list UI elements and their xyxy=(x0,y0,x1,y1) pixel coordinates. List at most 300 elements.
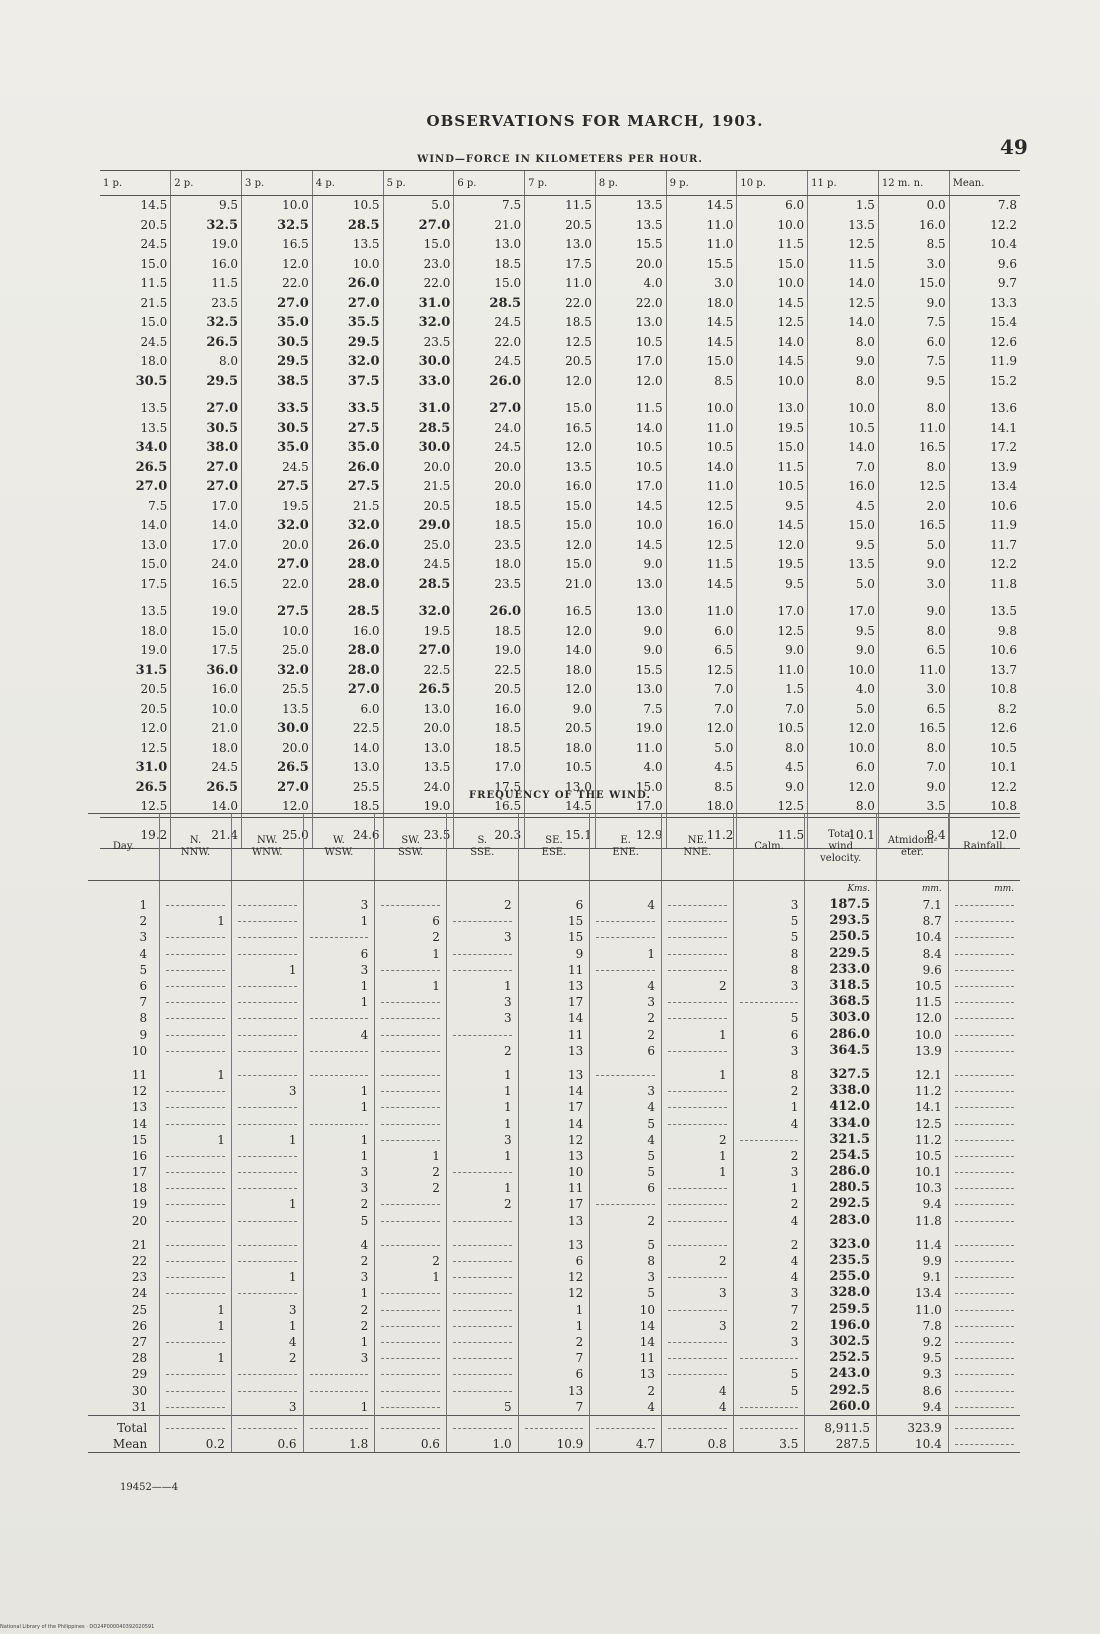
table-cell xyxy=(590,913,662,929)
table-cell: 11.0 xyxy=(666,594,737,622)
table-cell: 303.0 xyxy=(805,1010,877,1026)
column-header: 10 p. xyxy=(737,171,808,196)
table-cell: 187.5 xyxy=(805,897,877,913)
unit-cell: mm. xyxy=(877,881,949,898)
table-cell: 15.0 xyxy=(171,622,242,642)
empty-dash xyxy=(955,1342,1014,1343)
unit-cell xyxy=(88,881,160,898)
table-cell: 17.0 xyxy=(808,594,879,622)
table-cell: 8 xyxy=(590,1253,662,1269)
table-cell: 11.9 xyxy=(949,352,1020,372)
table-row xyxy=(100,700,1020,720)
table-cell: 16.5 xyxy=(525,419,596,439)
day-cell: 6 xyxy=(139,979,148,994)
table-cell: 9.0 xyxy=(878,594,949,622)
empty-dash xyxy=(668,1018,727,1019)
table-cell: 1 xyxy=(160,1302,232,1318)
table-cell: 26.5 xyxy=(135,459,168,475)
table-cell: 1 xyxy=(303,1399,375,1416)
table-cell: 8 xyxy=(733,962,805,978)
table-cell: 18.5 xyxy=(454,739,525,759)
empty-dash xyxy=(453,1358,512,1359)
table-cell: 6.5 xyxy=(666,641,737,661)
table-cell: 30.5 xyxy=(242,333,313,353)
summary-cell xyxy=(160,1415,232,1436)
column-header: Calm. xyxy=(733,814,805,881)
table-cell: 5 xyxy=(590,1148,662,1164)
mean-cell: 12.0 xyxy=(949,817,1020,848)
mean-cell: 11.2 xyxy=(666,817,737,848)
table-cell: 11.0 xyxy=(737,661,808,681)
table-cell: 35.0 xyxy=(312,438,383,458)
table-cell: 2 xyxy=(590,1213,662,1229)
table-cell xyxy=(375,1366,447,1382)
table-cell: 0.0 xyxy=(878,196,949,216)
table-cell xyxy=(446,1164,518,1180)
table-cell: 18.0 xyxy=(140,623,168,638)
day-cell: 31 xyxy=(131,1399,148,1414)
table-cell: 22.0 xyxy=(595,294,666,314)
table-cell: 21.5 xyxy=(312,497,383,517)
table-cell: 10.5 xyxy=(595,333,666,353)
empty-dash xyxy=(166,1124,225,1125)
day-cell: 5 xyxy=(139,962,148,977)
table-cell: 1 xyxy=(590,946,662,962)
empty-dash xyxy=(310,937,369,938)
table-cell xyxy=(446,1382,518,1398)
wind-force-table xyxy=(100,170,1020,849)
table-cell: 1.5 xyxy=(737,680,808,700)
table-cell xyxy=(662,1010,734,1026)
table-cell xyxy=(303,929,375,945)
table-row xyxy=(100,372,1020,392)
table-cell: 24.0 xyxy=(454,419,525,439)
table-cell: 11.5 xyxy=(140,276,168,291)
empty-dash xyxy=(955,1172,1014,1173)
table-cell: 32.0 xyxy=(312,516,383,536)
empty-dash xyxy=(310,1391,369,1392)
table-cell: 8.5 xyxy=(878,235,949,255)
table-cell: 8.0 xyxy=(878,739,949,759)
table-cell: 23.0 xyxy=(383,255,454,275)
table-cell xyxy=(733,1350,805,1366)
table-cell: 10.5 xyxy=(877,978,949,994)
table-cell: 11.5 xyxy=(595,391,666,419)
table-cell xyxy=(160,929,232,945)
table-cell xyxy=(160,1083,232,1099)
table-cell: 22.0 xyxy=(383,274,454,294)
table-cell: 9.6 xyxy=(949,255,1020,275)
empty-dash xyxy=(166,1172,225,1173)
table-cell: 24.5 xyxy=(171,758,242,778)
empty-dash xyxy=(453,1035,512,1036)
table-cell: 3 xyxy=(303,1164,375,1180)
summary-cell xyxy=(375,1415,447,1436)
table-cell xyxy=(231,1099,303,1115)
table-cell: 13.0 xyxy=(312,758,383,778)
table-row xyxy=(88,1099,1020,1115)
column-header: Mean. xyxy=(949,171,1020,196)
table-cell: 3 xyxy=(303,1350,375,1366)
table-cell: 33.5 xyxy=(242,391,313,419)
empty-dash xyxy=(596,970,655,971)
table-cell: 3 xyxy=(231,1302,303,1318)
table-cell xyxy=(231,1027,303,1043)
table-cell xyxy=(446,1253,518,1269)
table-cell: 14.0 xyxy=(171,516,242,536)
table-row xyxy=(88,1382,1020,1398)
table-cell: 4 xyxy=(733,1115,805,1131)
table-cell xyxy=(160,978,232,994)
empty-dash xyxy=(238,1156,297,1157)
table-cell: 19.0 xyxy=(171,235,242,255)
empty-dash xyxy=(238,1245,297,1246)
table-cell: 12.5 xyxy=(737,622,808,642)
table-cell xyxy=(948,1399,1020,1416)
table-cell: 7 xyxy=(733,1302,805,1318)
table-cell: 16.0 xyxy=(312,622,383,642)
table-cell xyxy=(231,1043,303,1059)
table-cell: 11.4 xyxy=(877,1229,949,1253)
table-cell: 30.5 xyxy=(242,419,313,439)
day-cell: 12 xyxy=(131,1084,148,1099)
table-cell: 338.0 xyxy=(805,1083,877,1099)
column-header: 5 p. xyxy=(383,171,454,196)
table-cell: 30.0 xyxy=(242,719,313,739)
day-cell: 2 xyxy=(139,914,148,929)
empty-dash xyxy=(166,970,225,971)
mean-cell: 19.2 xyxy=(100,817,171,848)
table-cell: 20.0 xyxy=(454,477,525,497)
table-cell xyxy=(948,1366,1020,1382)
empty-dash xyxy=(525,1428,584,1429)
table-cell: 235.5 xyxy=(805,1253,877,1269)
table-cell xyxy=(303,1059,375,1083)
table-cell: 13.4 xyxy=(877,1285,949,1301)
table-cell: 328.0 xyxy=(805,1285,877,1301)
table-cell: 27.0 xyxy=(312,680,383,700)
table-cell: 1 xyxy=(662,1059,734,1083)
day-cell: 13 xyxy=(131,1100,148,1115)
table-cell xyxy=(948,1083,1020,1099)
table-cell: 8.7 xyxy=(877,913,949,929)
table-cell: 14.0 xyxy=(140,518,168,533)
table-cell: 18.0 xyxy=(171,739,242,759)
table-cell: 1 xyxy=(303,994,375,1010)
column-header: W. WSW. xyxy=(303,814,375,881)
empty-dash xyxy=(310,1018,369,1019)
unit-cell xyxy=(303,881,375,898)
table-cell: 1 xyxy=(662,1164,734,1180)
table-cell: 4 xyxy=(303,1229,375,1253)
table-cell: 250.5 xyxy=(805,929,877,945)
table-cell: 8.0 xyxy=(171,352,242,372)
table-cell: 4 xyxy=(303,1027,375,1043)
table-cell: 24.5 xyxy=(454,438,525,458)
table-cell: 14.5 xyxy=(666,313,737,333)
table-cell xyxy=(662,1099,734,1115)
empty-dash xyxy=(381,1140,440,1141)
table-row xyxy=(100,313,1020,333)
column-header: SE. ESE. xyxy=(518,814,590,881)
empty-dash xyxy=(596,937,655,938)
empty-dash xyxy=(381,1245,440,1246)
table-cell: 1 xyxy=(303,1334,375,1350)
table-cell: 13 xyxy=(518,978,590,994)
summary-cell: 4.7 xyxy=(590,1436,662,1453)
table-cell xyxy=(375,1115,447,1131)
empty-dash xyxy=(740,1358,799,1359)
table-cell: 4 xyxy=(590,897,662,913)
table-cell: 12.0 xyxy=(242,797,313,817)
table-cell: 5 xyxy=(590,1285,662,1301)
table-cell: 8.0 xyxy=(878,391,949,419)
table-cell: 302.5 xyxy=(805,1334,877,1350)
table-cell xyxy=(160,1115,232,1131)
table-cell: 233.0 xyxy=(805,962,877,978)
table-row xyxy=(88,1010,1020,1026)
table-cell: 24.5 xyxy=(140,334,168,349)
table-cell xyxy=(375,1382,447,1398)
unit-cell xyxy=(518,881,590,898)
table-cell: 4 xyxy=(733,1213,805,1229)
table-cell: 2 xyxy=(375,1164,447,1180)
table-cell xyxy=(948,1059,1020,1083)
table-cell: 1 xyxy=(375,946,447,962)
table-cell: 2 xyxy=(733,1083,805,1099)
table-cell: 9.4 xyxy=(877,1196,949,1212)
empty-dash xyxy=(955,1140,1014,1141)
table-cell: 6.0 xyxy=(312,700,383,720)
table-cell xyxy=(948,1253,1020,1269)
table-cell: 12.5 xyxy=(808,294,879,314)
day-cell: 30 xyxy=(131,1383,148,1398)
unit-cell xyxy=(446,881,518,898)
table-cell: 17.0 xyxy=(454,758,525,778)
table-cell: 27.0 xyxy=(171,458,242,478)
table-cell: 6 xyxy=(590,1043,662,1059)
table-cell: 11 xyxy=(518,1027,590,1043)
empty-dash xyxy=(596,1204,655,1205)
table-cell: 13.5 xyxy=(595,216,666,236)
table-cell: 13 xyxy=(518,1229,590,1253)
table-cell: 1 xyxy=(446,1148,518,1164)
table-cell xyxy=(375,1399,447,1416)
empty-dash xyxy=(955,1277,1014,1278)
empty-dash xyxy=(955,1391,1014,1392)
table-cell xyxy=(948,1196,1020,1212)
table-cell: 15.0 xyxy=(878,274,949,294)
summary-cell xyxy=(446,1415,518,1436)
table-cell: 15.5 xyxy=(595,235,666,255)
empty-dash xyxy=(166,1107,225,1108)
table-cell: 20.5 xyxy=(140,701,168,716)
table-cell: 18.0 xyxy=(454,555,525,575)
table-cell: 12.1 xyxy=(877,1059,949,1083)
empty-dash xyxy=(310,1124,369,1125)
table-row xyxy=(88,962,1020,978)
table-cell: 10 xyxy=(518,1164,590,1180)
table-row xyxy=(100,622,1020,642)
table-cell: 7.5 xyxy=(595,700,666,720)
table-cell: 7.8 xyxy=(877,1318,949,1334)
table-cell: 3.0 xyxy=(878,680,949,700)
empty-dash xyxy=(238,1391,297,1392)
table-cell xyxy=(231,978,303,994)
empty-dash xyxy=(668,1204,727,1205)
table-cell: 15.0 xyxy=(525,516,596,536)
table-cell: 17.0 xyxy=(595,477,666,497)
mean-cell: 24.6 xyxy=(312,817,383,848)
table-cell: 9.0 xyxy=(737,641,808,661)
table-cell: 13.0 xyxy=(525,778,596,798)
table-row xyxy=(88,1027,1020,1043)
table-cell xyxy=(446,1318,518,1334)
table-cell: 5.0 xyxy=(878,536,949,556)
table-cell: 32.0 xyxy=(242,661,313,681)
table-cell: 10.0 xyxy=(666,391,737,419)
table-cell: 18.5 xyxy=(454,497,525,517)
table-cell: 12.0 xyxy=(877,1010,949,1026)
table-cell: 11.9 xyxy=(949,516,1020,536)
table-cell: 17 xyxy=(518,1196,590,1212)
table-cell: 36.0 xyxy=(171,661,242,681)
table-cell: 13.0 xyxy=(595,575,666,595)
table-cell: 32.0 xyxy=(383,313,454,333)
empty-dash xyxy=(166,1018,225,1019)
table-cell: 13.5 xyxy=(949,594,1020,622)
table-cell: 14.1 xyxy=(949,419,1020,439)
table-cell: 4.5 xyxy=(808,497,879,517)
summary-cell: 1.8 xyxy=(303,1436,375,1453)
table-cell xyxy=(662,994,734,1010)
table-cell: 14.5 xyxy=(666,196,737,216)
page-number: 49 xyxy=(1000,135,1028,159)
table-cell: 17.0 xyxy=(171,497,242,517)
table-cell: 3 xyxy=(733,1164,805,1180)
unit-cell xyxy=(662,881,734,898)
day-cell: 24 xyxy=(131,1286,148,1301)
table-cell xyxy=(948,1027,1020,1043)
day-cell: 10 xyxy=(131,1043,148,1058)
table-cell xyxy=(375,1334,447,1350)
table-cell: 368.5 xyxy=(805,994,877,1010)
empty-dash xyxy=(381,1374,440,1375)
table-row xyxy=(88,1083,1020,1099)
table-cell xyxy=(662,1115,734,1131)
table-cell: 8.5 xyxy=(666,778,737,798)
table-cell: 1 xyxy=(303,978,375,994)
column-header: 4 p. xyxy=(312,171,383,196)
table-cell: 18.0 xyxy=(666,797,737,817)
table-cell: 10.0 xyxy=(171,700,242,720)
table-cell: 1 xyxy=(160,1132,232,1148)
table-cell: 13.0 xyxy=(454,235,525,255)
table-cell: 17 xyxy=(518,1099,590,1115)
table-row xyxy=(100,758,1020,778)
table-cell: 18.0 xyxy=(525,661,596,681)
table-cell: 9.5 xyxy=(878,372,949,392)
table-cell: 7.0 xyxy=(878,758,949,778)
table-cell: 286.0 xyxy=(805,1027,877,1043)
table-cell xyxy=(948,929,1020,945)
table-cell: 13.5 xyxy=(383,758,454,778)
table-cell xyxy=(733,1132,805,1148)
table-cell: 286.0 xyxy=(805,1164,877,1180)
table-cell: 4.0 xyxy=(595,274,666,294)
table-cell xyxy=(446,1213,518,1229)
table-cell: 16.5 xyxy=(525,594,596,622)
table-cell: 24.0 xyxy=(383,778,454,798)
table-cell xyxy=(446,1302,518,1318)
table-cell xyxy=(948,1382,1020,1398)
table-cell: 3.5 xyxy=(878,797,949,817)
empty-dash xyxy=(166,1374,225,1375)
table-cell: 5.0 xyxy=(808,700,879,720)
table-cell: 229.5 xyxy=(805,946,877,962)
table-cell: 14.5 xyxy=(525,797,596,817)
table-cell: 18.5 xyxy=(454,622,525,642)
table-cell: 15.4 xyxy=(949,313,1020,333)
table-cell: 13.0 xyxy=(595,313,666,333)
table-cell xyxy=(375,994,447,1010)
row-label: Mean xyxy=(88,1436,160,1453)
day-cell: 7 xyxy=(139,995,148,1010)
empty-dash xyxy=(453,1245,512,1246)
table-row xyxy=(100,235,1020,255)
column-header: 9 p. xyxy=(666,171,737,196)
mean-cell: 8.4 xyxy=(878,817,949,848)
table-cell: 38.0 xyxy=(171,438,242,458)
table-cell: 5.0 xyxy=(383,196,454,216)
table-cell: 8.0 xyxy=(878,458,949,478)
table-cell xyxy=(160,1253,232,1269)
table-cell: 5 xyxy=(733,913,805,929)
table-cell: 5 xyxy=(590,1229,662,1253)
table-cell xyxy=(948,1350,1020,1366)
table-cell: 14 xyxy=(518,1010,590,1026)
table-cell: 26.0 xyxy=(454,372,525,392)
table-cell: 12.0 xyxy=(595,372,666,392)
empty-dash xyxy=(238,1002,297,1003)
table-cell: 12.0 xyxy=(140,721,168,736)
table-cell: 7.0 xyxy=(666,680,737,700)
column-header: Day. xyxy=(88,814,160,881)
summary-cell xyxy=(733,1415,805,1436)
column-header: 8 p. xyxy=(595,171,666,196)
empty-dash xyxy=(740,1002,799,1003)
table-cell: 11.0 xyxy=(878,661,949,681)
table-cell: 21.5 xyxy=(383,477,454,497)
wind-force-title: WIND—FORCE IN KILOMETERS PER HOUR. xyxy=(417,154,703,165)
table-cell xyxy=(948,1269,1020,1285)
empty-dash xyxy=(238,954,297,955)
table-cell: 9.4 xyxy=(877,1399,949,1416)
table-cell: 3.0 xyxy=(878,575,949,595)
table-cell: 13.5 xyxy=(242,700,313,720)
table-row xyxy=(100,575,1020,595)
empty-dash xyxy=(381,905,440,906)
table-cell: 4.0 xyxy=(808,680,879,700)
table-cell: 28.5 xyxy=(383,419,454,439)
table-cell: 318.5 xyxy=(805,978,877,994)
table-cell: 14.5 xyxy=(737,294,808,314)
table-cell xyxy=(231,994,303,1010)
day-cell: 27 xyxy=(131,1334,148,1349)
table-cell: 23.5 xyxy=(454,536,525,556)
table-cell: 13.0 xyxy=(525,235,596,255)
day-cell: 22 xyxy=(131,1254,148,1269)
